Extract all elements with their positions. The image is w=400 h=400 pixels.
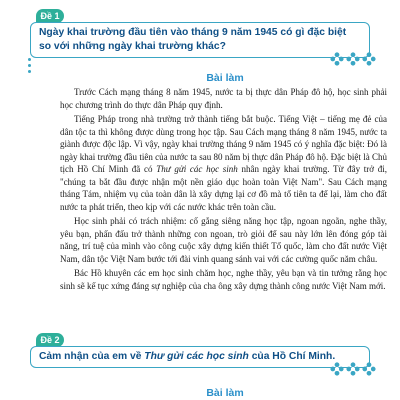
paragraph: Bác Hồ khuyên các em học sinh chăm học, nghe thầy, yêu bạn và tin tưởng rằng học sinh sẽ kế tục xứng đáng sự nghiệp của cha ông xây dựng thành công nước Việt Nam mới.: [60, 268, 387, 291]
section2-question: Cảm nhận của em về Thư gửi các học sinh của Hồ Chí Minh.: [30, 346, 370, 368]
section1-heading: Bài làm: [206, 72, 244, 84]
flower-icon: [330, 362, 344, 376]
section1-body: [60, 86, 387, 294]
flower-icon: [346, 362, 360, 376]
flower-icon: [362, 362, 376, 376]
paragraph: Tiếng Pháp trong nhà trường trở thành tiếng bắt buộc. Tiếng Việt – tiếng mẹ đẻ của dân tộc ta thì không được dùng trong học tập. Sau Cách mạng tháng 8 năm 1945, nước ta giành được độc lập. Vì vậy, ngày khai trường tháng 9 năm 1945 có ý nghĩa đặc biệt: Đó là ngày khai trường đầu tiên của nước ta sau 80 năm bị thực dân Pháp đô hộ. Đặc biệt là Chủ tịch Hồ Chí Minh đã có Thư gửi các học sinh nhân ngày khai trường. Từ đây trở đi, "chúng ta bắt đầu được nhận một nền giáo dục hoàn toàn Việt Nam". Sau Cách mạng tháng Tám, nhiệm vụ của toàn dân là xây dựng lại cơ đồ mà tổ tiên ta để lại, làm cho đất nước ta phát triển, theo kịp với các nước khác trên toàn cầu.: [60, 114, 387, 212]
paragraph: Học sinh phải có trách nhiệm: cố gắng siêng năng học tập, ngoan ngoãn, nghe thầy, yêu bạn, phấn đấu trở thành những con ngoan, trò giỏi để sau này lớn lên đóng góp tài năng, trí tuệ của mình vào công cuộc xây dựng kiến thiết Tổ quốc, làm cho đất nước Việt Nam, dân tộc Việt Nam bước tới đài vinh quang sánh vai với các cường quốc năm châu.: [60, 216, 387, 264]
section2-heading: Bài làm: [206, 387, 244, 399]
section1-tag: Đề 1: [36, 9, 64, 23]
paragraph: Trước Cách mạng tháng 8 năm 1945, nước ta bị thực dân Pháp đô hộ, học sinh phải học chương trình do thực dân Pháp quy định.: [60, 87, 387, 110]
section1-question: Ngày khai trường đầu tiên vào tháng 9 năm 1945 có gì đặc biệt so với những ngày khai trường khác?: [30, 22, 370, 58]
section2-tag: Đề 2: [36, 333, 64, 347]
flower-icon: [346, 52, 360, 66]
section1-flowers: [330, 52, 376, 66]
section2-flowers: [330, 362, 376, 376]
flower-icon: [362, 52, 376, 66]
side-dots: [28, 58, 31, 73]
flower-icon: [330, 52, 344, 66]
